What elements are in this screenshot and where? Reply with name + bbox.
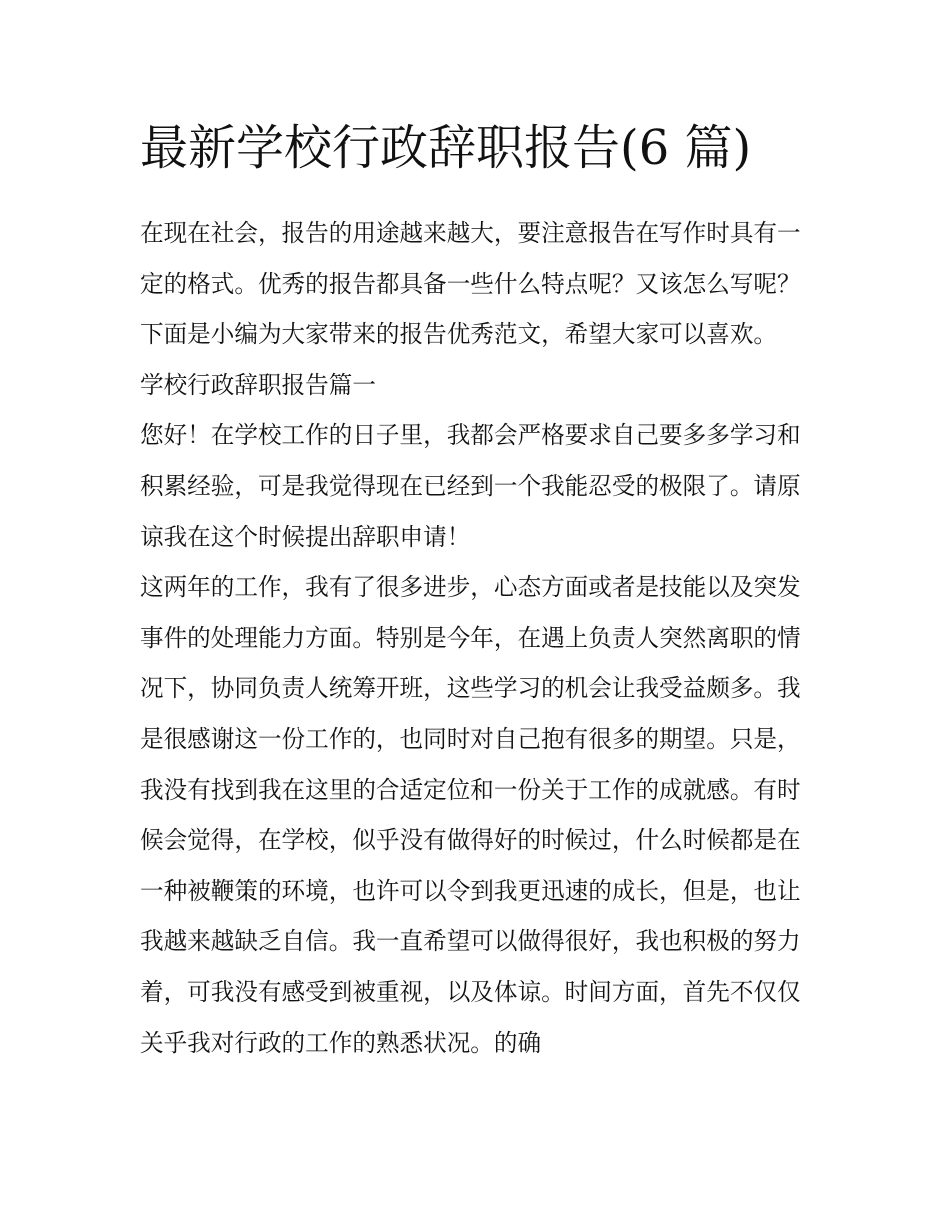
intro-paragraph: 在现在社会，报告的用途越来越大，要注意报告在写作时具有一定的格式。优秀的报告都具备一些什么特点呢？又该怎么写呢？下面是小编为大家带来的报告优秀范文，希望大家可以喜欢。	[140, 219, 801, 349]
section-heading: 学校行政辞职报告篇一	[140, 370, 376, 399]
document-title: 最新学校行政辞职报告(6 篇)	[140, 120, 752, 176]
body-paragraph-1: 您好！在学校工作的日子里，我都会严格要求自己要多多学习和积累经验，可是我觉得现在已经到一个我能忍受的极限了。请原谅我在这个时候提出辞职申请！	[140, 421, 801, 551]
body-paragraph-2: 这两年的工作，我有了很多进步，心态方面或者是技能以及突发事件的处理能力方面。特别是今年，在遇上负责人突然离职的情况下，协同负责人统筹开班，这些学习的机会让我受益颇多。我是很感谢这一份工作的，也同时对自己抱有很多的期望。只是，我没有找到我在这里的合适定位和一份关于工作的成就感。有时候会觉得，在学校，似乎没有做得好的时候过，什么时候都是在一种被鞭策的环境，也许可以令到我更迅速的成长，但是，也让我越来越缺乏自信。我一直希望可以做得很好，我也积极的努力着，可我没有感受到被重视，以及体谅。时间方面，首先不仅仅关乎我对行政的工作的熟悉状况。的确	[140, 573, 801, 1057]
document-page	[140, 112, 820, 1068]
document-body	[140, 208, 820, 1068]
